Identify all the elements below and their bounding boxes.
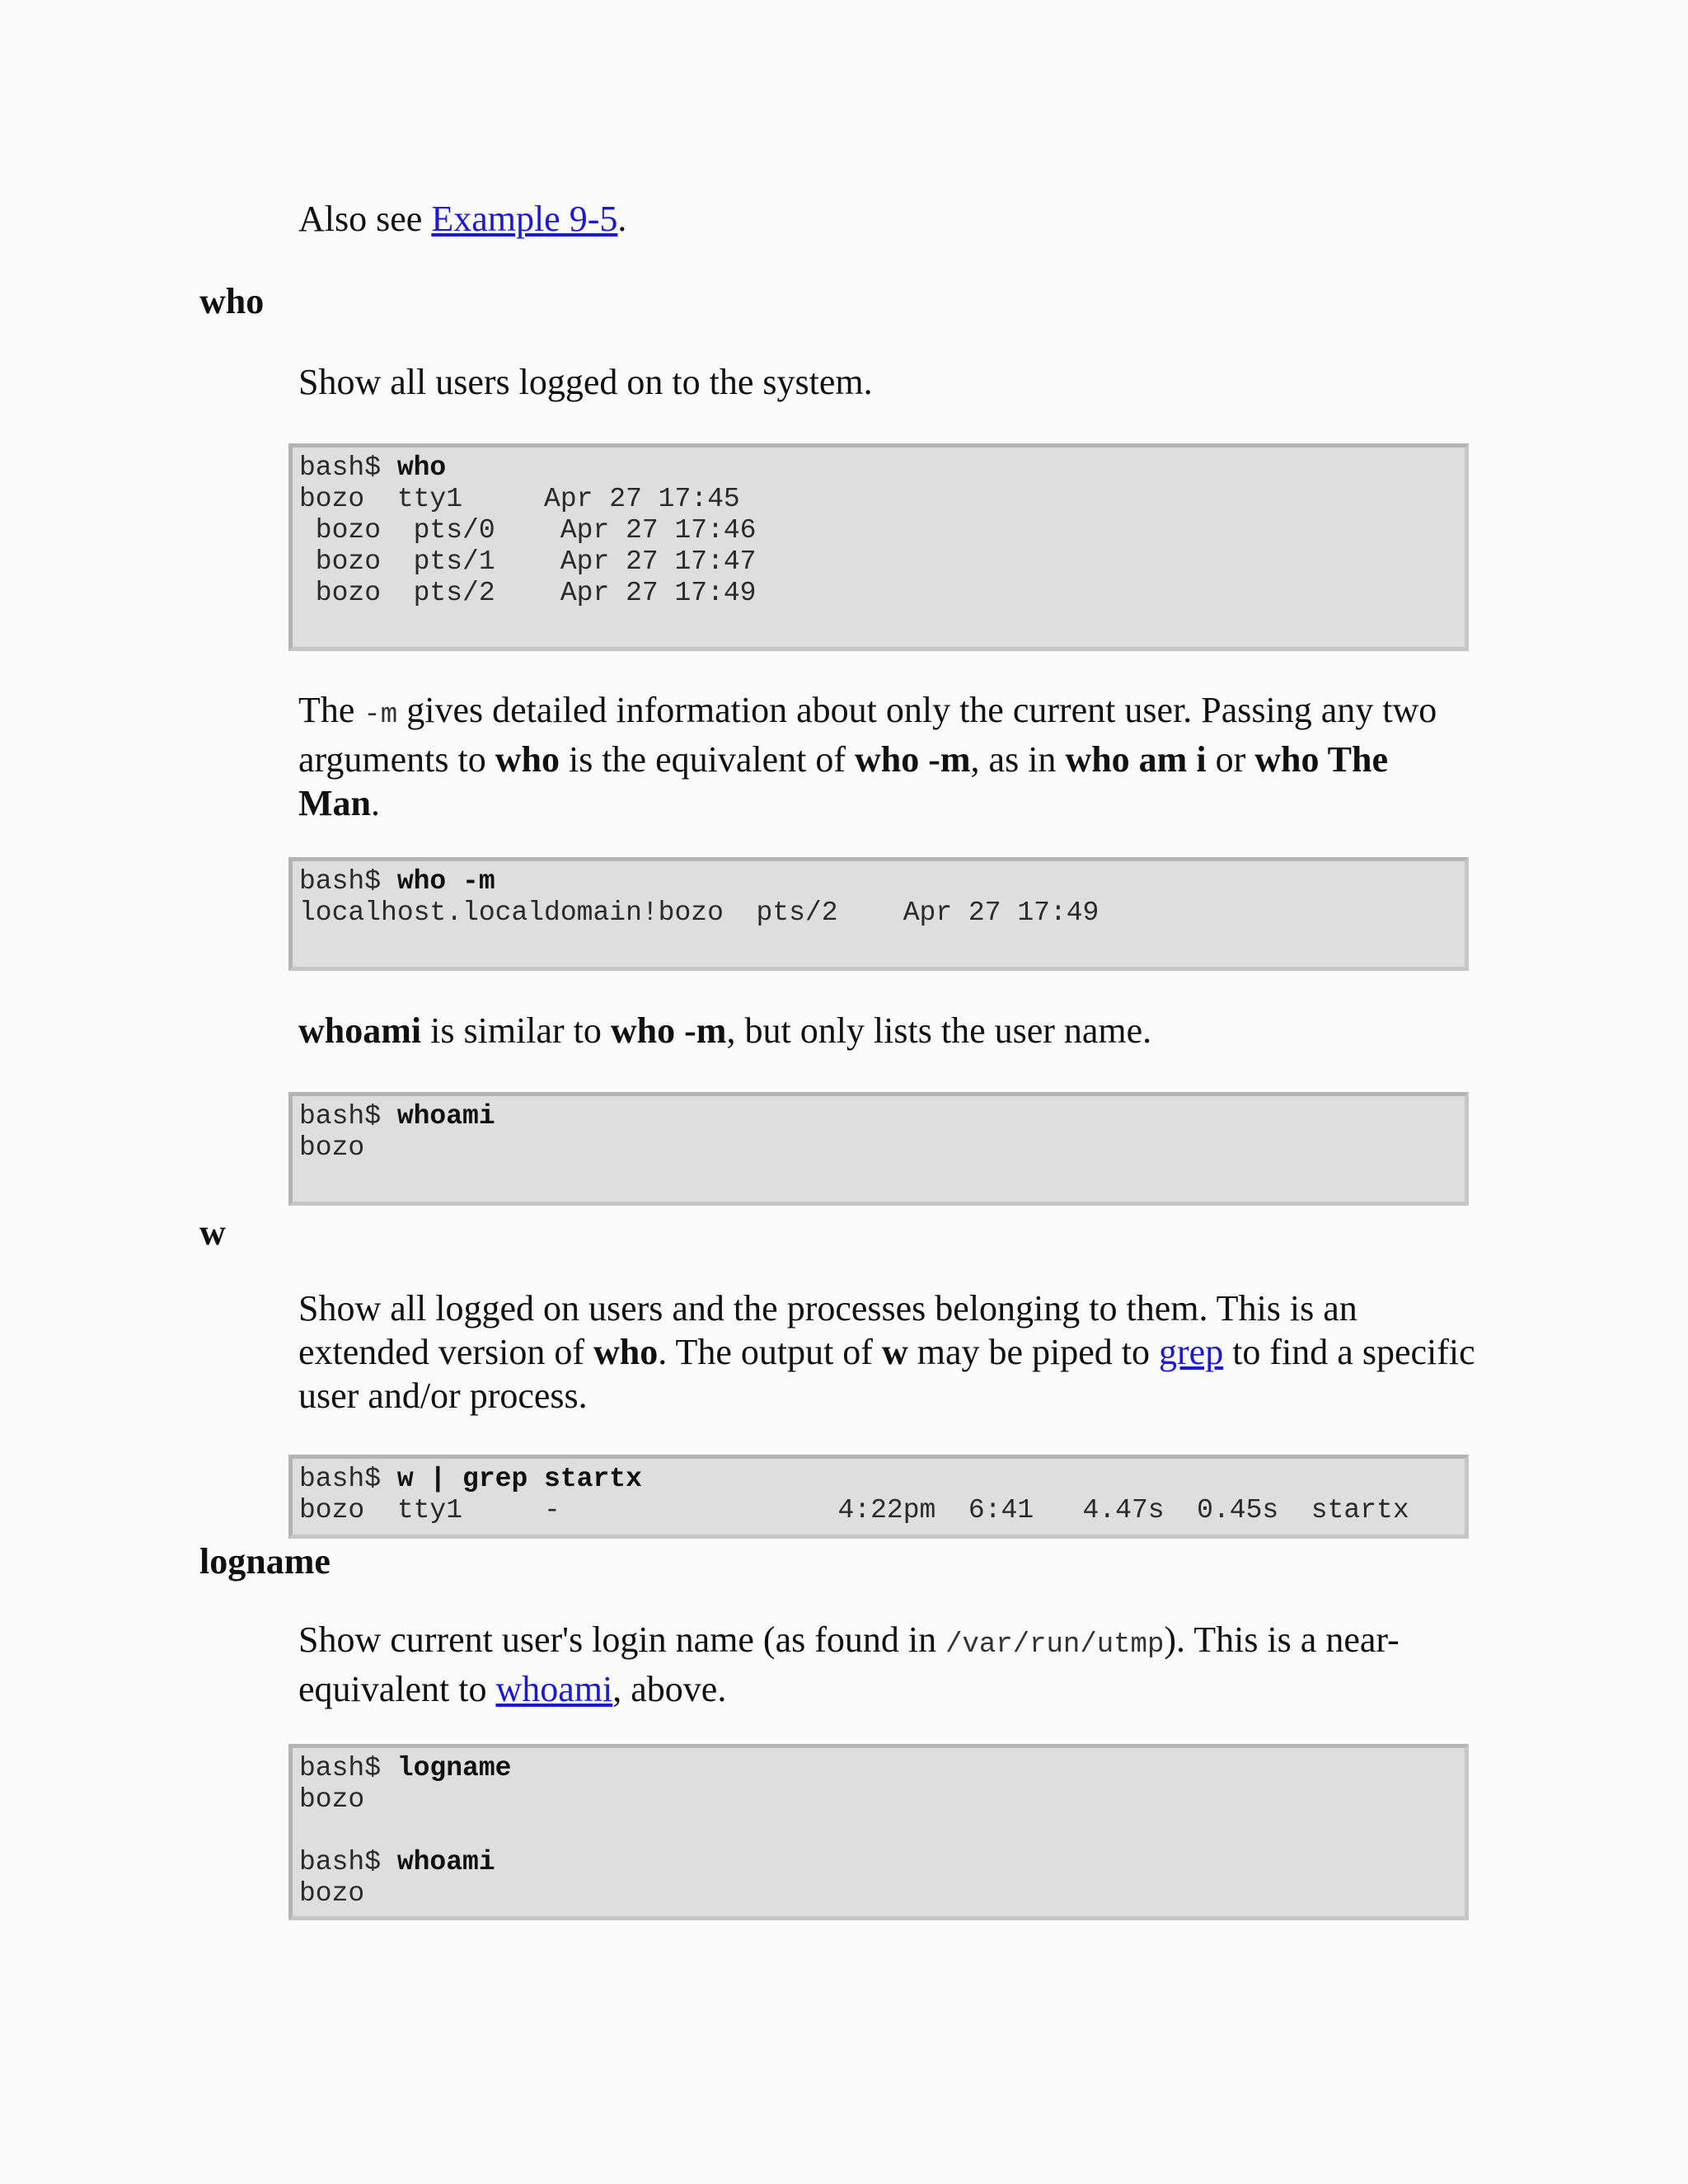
grep-link[interactable]: grep bbox=[1159, 1332, 1224, 1372]
inline-path: /var/run/utmp bbox=[945, 1629, 1165, 1661]
code-command: whoami bbox=[396, 1101, 495, 1132]
example-9-5-link[interactable]: Example 9-5 bbox=[431, 199, 618, 239]
code-output: bozo bbox=[299, 1132, 365, 1163]
code-block-who-m bbox=[288, 857, 1469, 971]
who-m-paragraph: The -m gives detailed information about only the current user. Passing any two arguments to who is the equivalent of who -m, as in who am i or who The Man. bbox=[298, 690, 1437, 823]
code-command: logname bbox=[396, 1753, 512, 1783]
code-command: w | grep startx bbox=[396, 1464, 642, 1494]
w-paragraph: Show all logged on users and the processes belonging to them. This is an extended version of who. The output of w may be piped to grep to find a specific user and/or process. bbox=[298, 1288, 1475, 1416]
code-output: localhost.localdomain!bozo pts/2 Apr 27 17:49 bbox=[299, 898, 1100, 928]
code-block-who bbox=[288, 443, 1469, 651]
code-prompt: bash$ bbox=[299, 1101, 397, 1132]
code-prompt: bash$ bbox=[299, 866, 397, 897]
code-output: bozo bbox=[299, 1784, 365, 1815]
code-command: who bbox=[396, 452, 447, 483]
also-see-suffix: . bbox=[617, 199, 627, 239]
code-command: whoami bbox=[396, 1847, 495, 1877]
code-prompt: bash$ bbox=[299, 1464, 397, 1494]
code-block-whoami bbox=[288, 1092, 1469, 1206]
code-command: who -m bbox=[396, 866, 495, 897]
who-description: Show all users logged on to the system. bbox=[298, 362, 873, 402]
whoami-link[interactable]: whoami bbox=[495, 1669, 613, 1709]
inline-option: -m bbox=[363, 700, 398, 731]
code-prompt: bash$ bbox=[299, 1847, 397, 1877]
code-output: bozo tty1 Apr 27 17:45 bozo pts/0 Apr 27 17:46 bozo pts/1 Apr 27 17:47 bozo pts/2 Apr 27 17:49 bbox=[299, 484, 757, 608]
code-output: bozo tty1 - 4:22pm 6:41 4.47s 0.45s startx bbox=[299, 1495, 1409, 1526]
term-who: who bbox=[199, 281, 265, 321]
term-w: w bbox=[199, 1212, 226, 1253]
code-prompt: bash$ bbox=[299, 1753, 397, 1783]
code-block-w bbox=[288, 1455, 1469, 1539]
code-block-logname bbox=[288, 1744, 1469, 1920]
logname-paragraph: Show current user's login name (as found in /var/run/utmp). This is a near-equivalent to whoami, above. bbox=[298, 1619, 1400, 1709]
code-prompt: bash$ bbox=[299, 452, 397, 483]
code-output: bozo bbox=[299, 1878, 365, 1909]
term-logname: logname bbox=[199, 1541, 331, 1582]
also-see-text: Also see bbox=[298, 199, 432, 239]
whoami-paragraph: whoami is similar to who -m, but only lists the user name. bbox=[298, 1010, 1152, 1051]
also-see-paragraph bbox=[298, 197, 1477, 241]
